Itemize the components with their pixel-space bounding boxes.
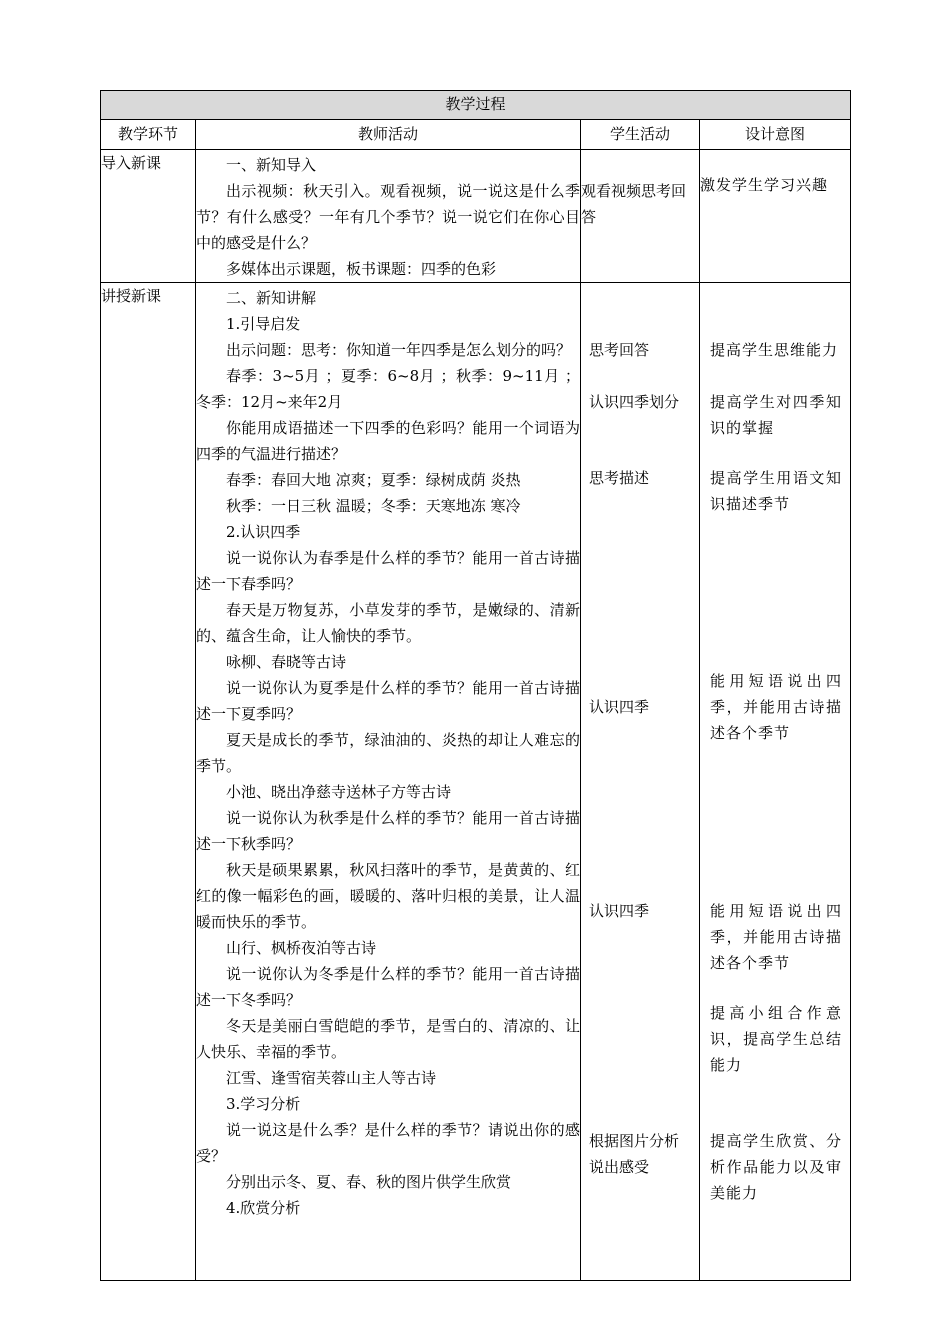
table-row-lecture [101,283,851,1281]
teacher-line: 春天是万物复苏，小草发芽的季节，是嫩绿的、清新的、蕴含生命，让人愉快的季节。 [196,601,580,645]
student-activity-intro [581,150,700,283]
student-text: 观看视频思考回答 [581,182,687,226]
teacher-line: 说一说你认为春季是什么样的季节？能用一首古诗描述一下春季吗？ [196,549,580,593]
teacher-line: 说一说你认为夏季是什么样的季节？能用一首古诗描述一下夏季吗？ [196,679,580,723]
intent-text: 提高小组合作意识，提高学生总结能力 [710,1004,843,1074]
student-text: 思考描述 [589,469,650,487]
teacher-line: 说一说你认为秋季是什么样的季节？能用一首古诗描述一下秋季吗？ [196,809,580,853]
student-text: 认识四季 [589,698,650,716]
teacher-line: 3.学习分析 [226,1095,301,1113]
teacher-line: 秋天是硕果累累，秋风扫落叶的季节，是黄黄的、红红的像一幅彩色的画，暖暖的、落叶归根的美景，让人温暖而快乐的季节。 [196,861,580,931]
teacher-line: 冬天是美丽白雪皑皑的季节，是雪白的、清凉的、让人快乐、幸福的季节。 [196,1017,580,1061]
teaching-process-table [100,90,851,1281]
stage-intro: 导入新课 [101,150,196,283]
design-intent-intro [700,150,851,283]
teacher-line: 说一说这是什么季？是什么样的季节？请说出你的感受？ [196,1121,580,1165]
student-text: 认识四季 [589,902,650,920]
student-activity-lecture [581,283,700,1281]
teacher-line: 说一说你认为冬季是什么样的季节？能用一首古诗描述一下冬季吗？ [196,965,580,1009]
intent-text: 提高学生用语文知识描述季节 [710,469,843,513]
teacher-activity-lecture [196,283,581,1281]
table-row-intro [101,150,851,283]
design-intent-lecture [700,283,851,1281]
student-text: 根据图片分析说出感受 [589,1132,680,1176]
intent-text: 激发学生学习兴趣 [700,176,829,194]
teacher-line: 多媒体出示课题，板书课题：四季的色彩 [226,260,497,278]
teacher-line: 秋季：一日三秋 温暖；冬季：天寒地冻 寒冷 [226,497,521,515]
intent-text: 提高学生欣赏、分析作品能力以及审美能力 [710,1132,843,1202]
teacher-line: 山行、枫桥夜泊等古诗 [226,939,377,957]
student-text: 认识四季划分 [589,393,680,411]
teacher-line: 分别出示冬、夏、春、秋的图片供学生欣赏 [226,1173,512,1191]
teacher-line: 二、新知讲解 [226,289,317,307]
teacher-line: 春季：春回大地 凉爽；夏季：绿树成荫 炎热 [226,471,521,489]
header-student-activity: 学生活动 [581,120,700,150]
student-text: 思考回答 [589,341,650,359]
stage-lecture: 讲授新课 [101,283,196,1281]
teacher-line: 春季：3~5月 ；夏季：6~8月 ；秋季：9~11月 ；冬季：12月~来年2月 [196,367,580,411]
intent-text: 能用短语说出四季，并能用古诗描述各个季节 [710,902,843,972]
intent-text: 提高学生思维能力 [710,341,839,359]
teacher-line: 夏天是成长的季节，绿油油的、炎热的却让人难忘的季节。 [196,731,580,775]
teacher-line: 出示视频：秋天引入。观看视频，说一说这是什么季节？有什么感受？一年有几个季节？说一说它们在你心目中的感受是什么？ [196,182,580,252]
header-teacher-activity: 教师活动 [196,120,581,150]
teacher-line: 咏柳、春晓等古诗 [226,653,347,671]
teacher-line: 1.引导启发 [226,315,301,333]
teacher-line: 出示问题：思考：你知道一年四季是怎么划分的吗？ [226,341,572,359]
teacher-activity-intro [196,150,581,283]
teacher-line: 江雪、逢雪宿芙蓉山主人等古诗 [226,1069,437,1087]
intent-text: 能用短语说出四季，并能用古诗描述各个季节 [710,672,843,742]
header-stage: 教学环节 [101,120,196,150]
teacher-line: 2.认识四季 [226,523,301,541]
teacher-line: 小池、晓出净慈寺送林子方等古诗 [226,783,452,801]
teacher-line: 一、新知导入 [226,156,317,174]
teacher-line: 你能用成语描述一下四季的色彩吗？能用一个词语为四季的气温进行描述？ [196,419,580,463]
intent-text: 提高学生对四季知识的掌握 [710,393,843,437]
teacher-line: 4.欣赏分析 [226,1199,301,1217]
header-design-intent: 设计意图 [700,120,851,150]
table-title: 教学过程 [101,91,851,120]
